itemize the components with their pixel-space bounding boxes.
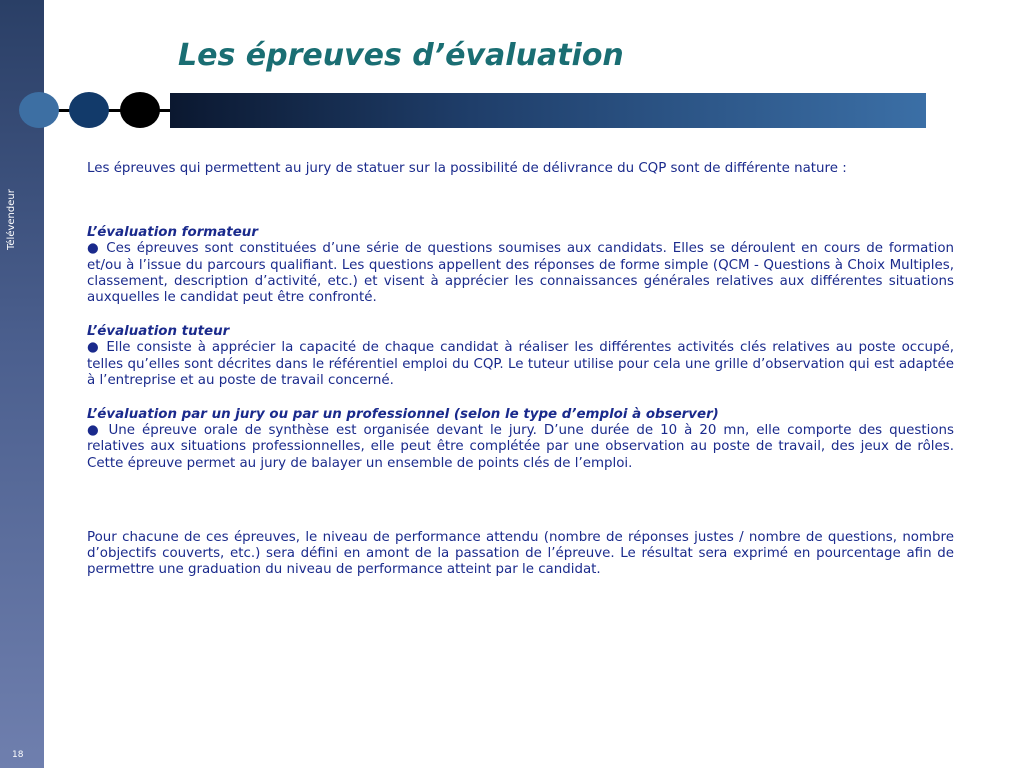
intro-paragraph: Les épreuves qui permettent au jury de statuer sur la possibilité de délivrance du CQP sont de différente nature : xyxy=(87,161,847,176)
section-formateur xyxy=(87,225,954,306)
section-text: ● Elle consiste à apprécier la capacité de chaque candidat à réaliser les différentes activités clés relatives au poste occupé, telles qu’elles sont décrites dans le référentiel emploi du CQP. Le tuteur utilise pour cela une grille d’observation qui est adaptée à l’entreprise et au poste de travail concerné. xyxy=(87,340,954,388)
conclusion-paragraph: Pour chacune de ces épreuves, le niveau de performance attendu (nombre de réponses justes / nombre de questions, nombre d’objectifs couverts, etc.) sera défini en amont de la passation de l’épreuve. Le résultat sera exprimé en pourcentage afin de permettre une graduation du niveau de performance atteint par le candidat. xyxy=(87,529,954,578)
section-jury xyxy=(87,407,954,472)
slide-title: Les épreuves d’évaluation xyxy=(178,38,624,73)
section-text: ● Ces épreuves sont constituées d’une série de questions soumises aux candidats. Elles se déroulent en cours de formation et/ou à l’issue du parcours qualifiant. Les questions appellent des réponses de forme simple (QCM - Questions à Choix Multiples, classement, description d’activité, etc.) et visent à apprécier les connaissances générales relatives aux différentes situations auxquelles le candidat peut être confronté. xyxy=(87,241,954,306)
decorative-circle-dark xyxy=(69,92,109,128)
page-number: 18 xyxy=(12,750,24,760)
section-heading: L’évaluation par un jury ou par un professionnel (selon le type d’emploi à observer) xyxy=(87,407,719,423)
section-heading: L’évaluation tuteur xyxy=(87,324,230,340)
slide-body xyxy=(87,161,954,578)
side-label: Télévendeur xyxy=(6,189,17,250)
section-text: ● Une épreuve orale de synthèse est organisée devant le jury. D’une durée de 10 à 20 mn, elle comporte des questions relatives aux situations professionnelles, elle peut être complétée par une observation au poste de travail, des jeux de rôles. Cette épreuve permet au jury de balayer un ensemble de points clés de l’emploi. xyxy=(87,423,954,471)
header-gradient-bar xyxy=(170,93,926,128)
section-tuteur xyxy=(87,324,954,389)
section-heading: L’évaluation formateur xyxy=(87,225,258,241)
decorative-circle-black xyxy=(120,92,160,128)
decorative-circle-light xyxy=(19,92,59,128)
